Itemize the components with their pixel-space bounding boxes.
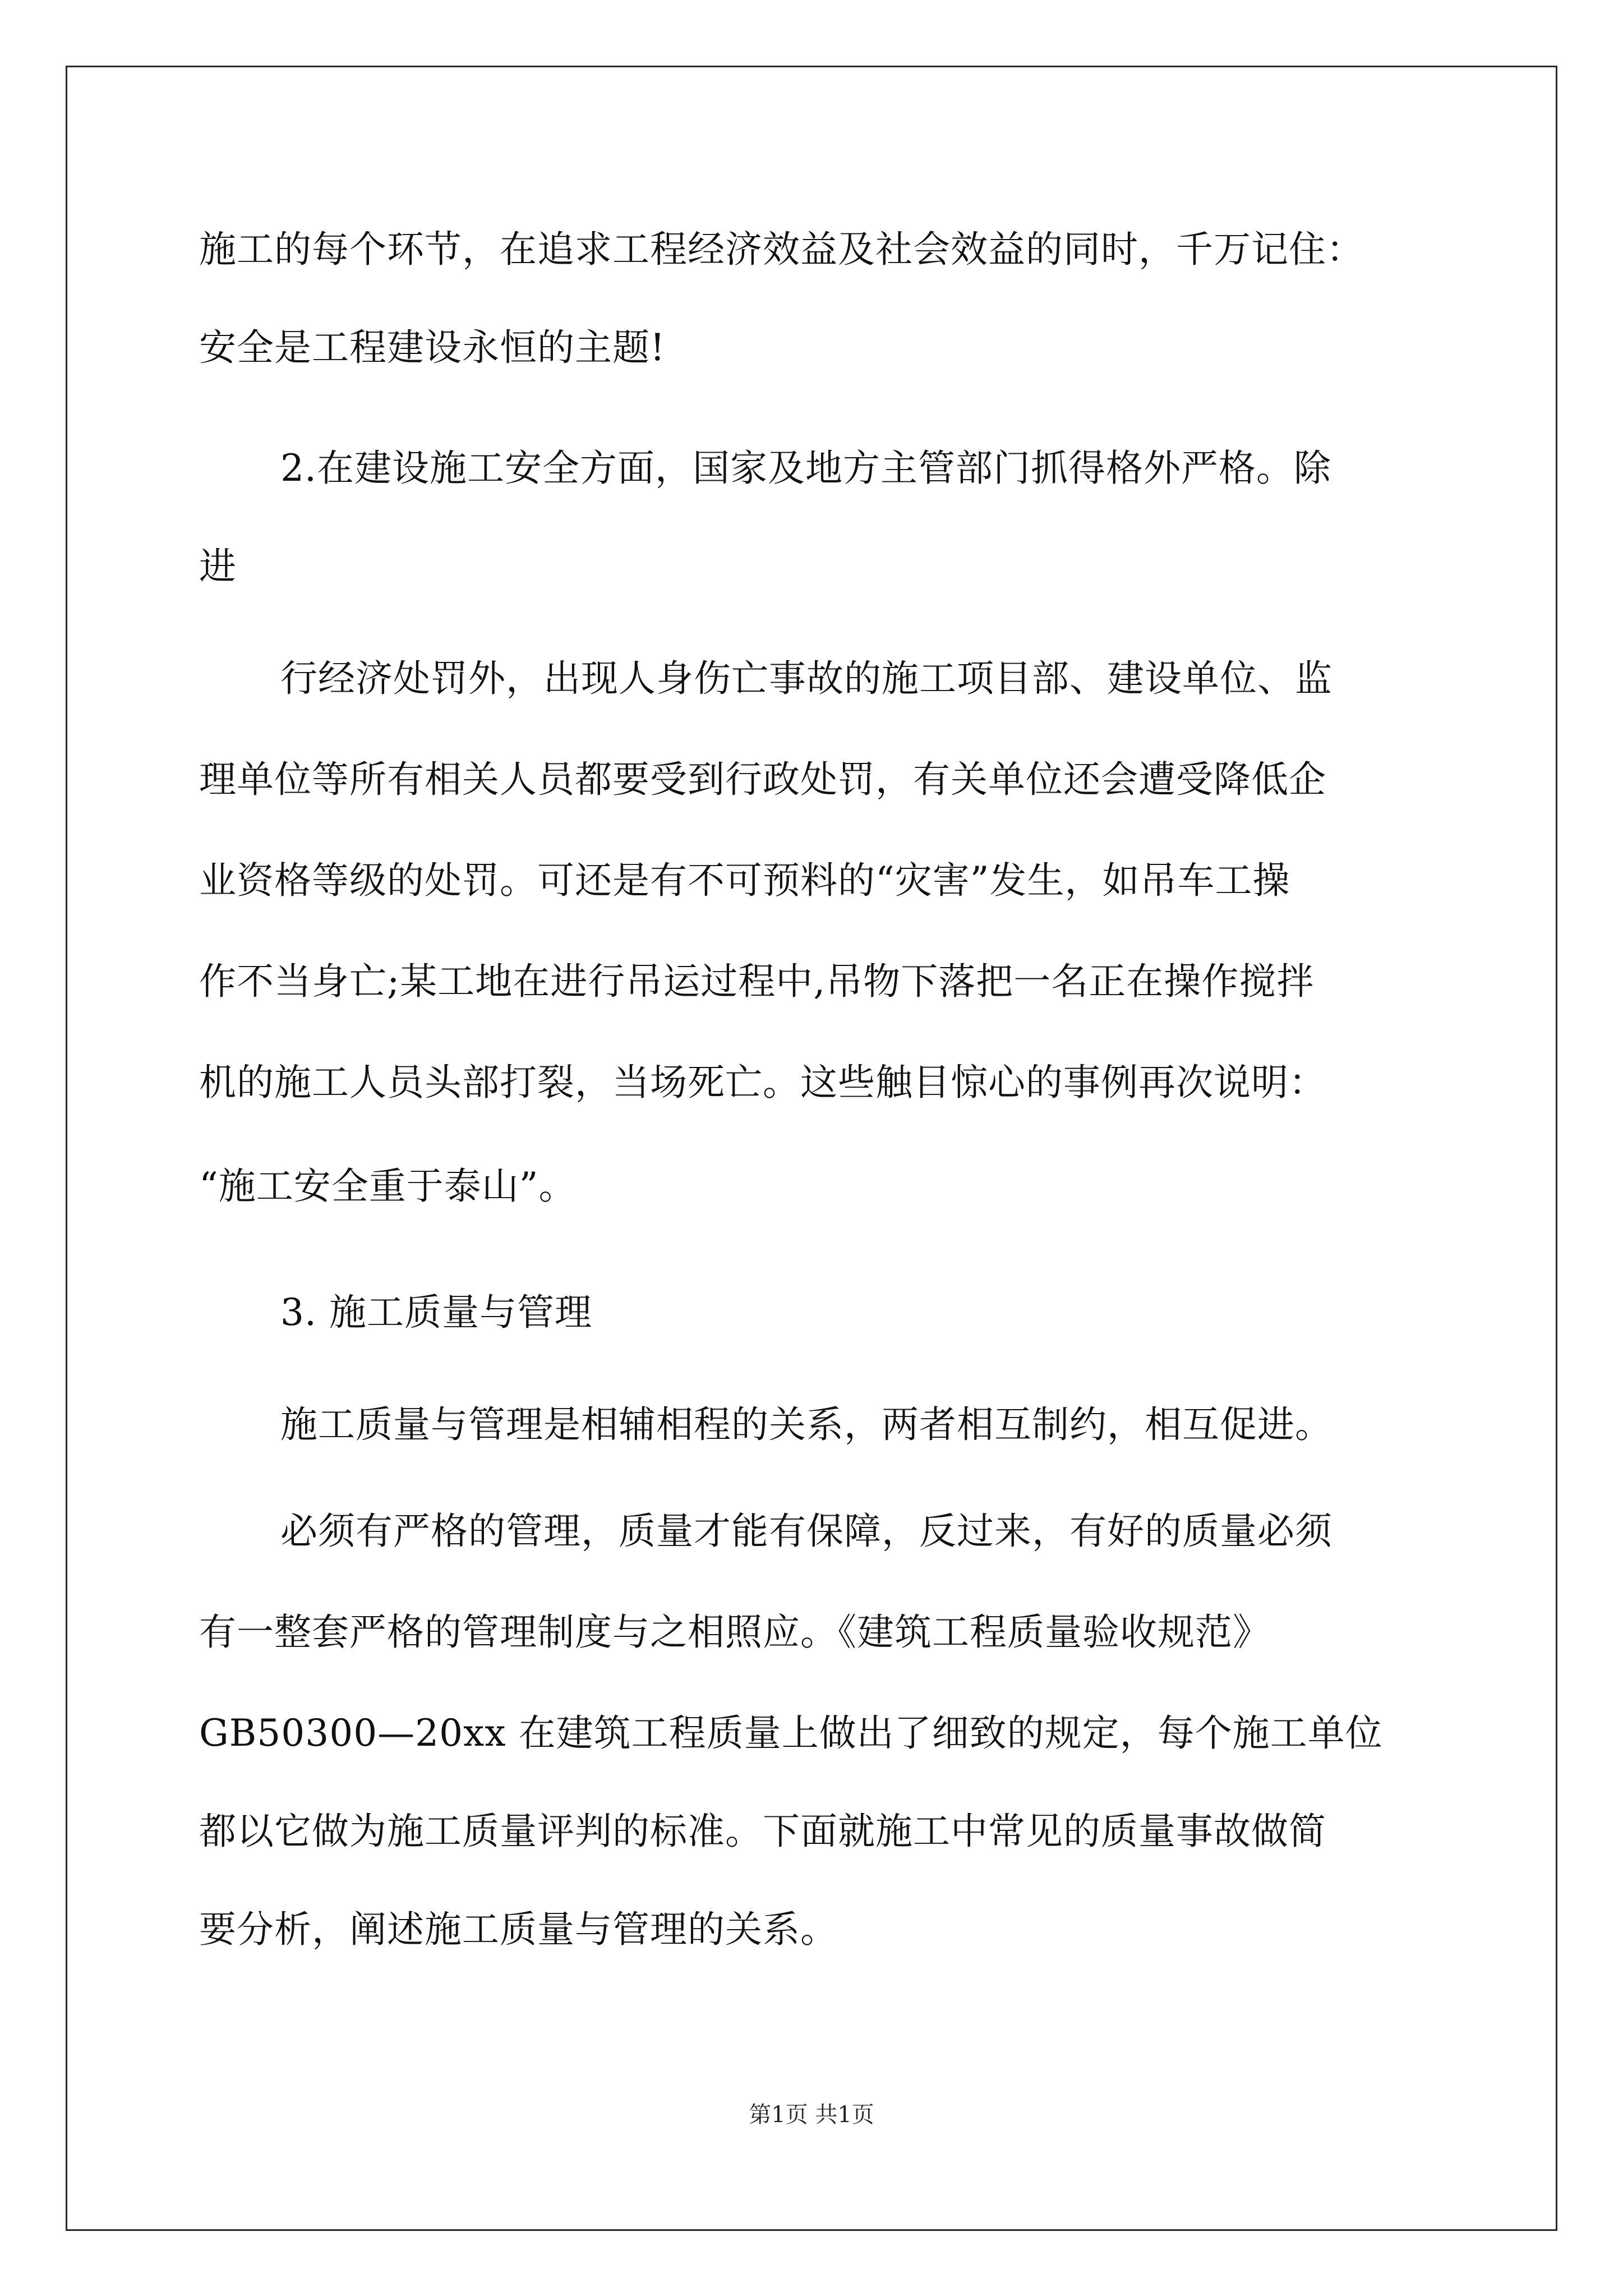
paragraph-line: 施工的每个环节，在追求工程经济效益及社会效益的同时，千万记住： <box>199 228 1364 271</box>
paragraph-line: 进 <box>199 545 237 588</box>
paragraph-line: 必须有严格的管理，质量才能有保障，反过来，有好的质量必须 <box>280 1510 1332 1553</box>
paragraph-line: 安全是工程建设永恒的主题! <box>199 326 666 369</box>
paragraph-line: 行经济处罚外，出现人身伤亡事故的施工项目部、建设单位、监 <box>280 657 1332 700</box>
paragraph-line: 理单位等所有相关人员都要受到行政处罚，有关单位还会遭受降低企 <box>199 758 1326 801</box>
paragraph-line: 业资格等级的处罚。可还是有不可预料的“灾害”发生，如吊车工操 <box>199 859 1290 902</box>
paragraph-line: 有一整套严格的管理制度与之相照应。《建筑工程质量验收规范》 <box>199 1611 1270 1654</box>
paragraph-line: 机的施工人员头部打裂，当场死亡。这些触目惊心的事例再次说明： <box>199 1061 1326 1104</box>
paragraph-line: 作不当身亡;某工地在进行吊运过程中,吊物下落把一名正在操作搅拌 <box>199 960 1315 1003</box>
page-number: 第1页 共1页 <box>749 2102 874 2128</box>
paragraph-line: 都以它做为施工质量评判的标准。下面就施工中常见的质量事故做简 <box>199 1810 1326 1853</box>
paragraph-line: 施工质量与管理是相辅相程的关系，两者相互制约，相互促进。 <box>280 1403 1332 1446</box>
page-border <box>66 66 1557 2231</box>
section-heading: 3. 施工质量与管理 <box>280 1291 592 1334</box>
paragraph-line: “施工安全重于泰山”。 <box>199 1165 577 1208</box>
paragraph-line: GB50300—20xx 在建筑工程质量上做出了细致的规定，每个施工单位 <box>199 1711 1383 1755</box>
paragraph-line: 要分析，阐述施工质量与管理的关系。 <box>199 1908 838 1951</box>
paragraph-line: 2.在建设施工安全方面，国家及地方主管部门抓得格外严格。除 <box>280 447 1331 490</box>
